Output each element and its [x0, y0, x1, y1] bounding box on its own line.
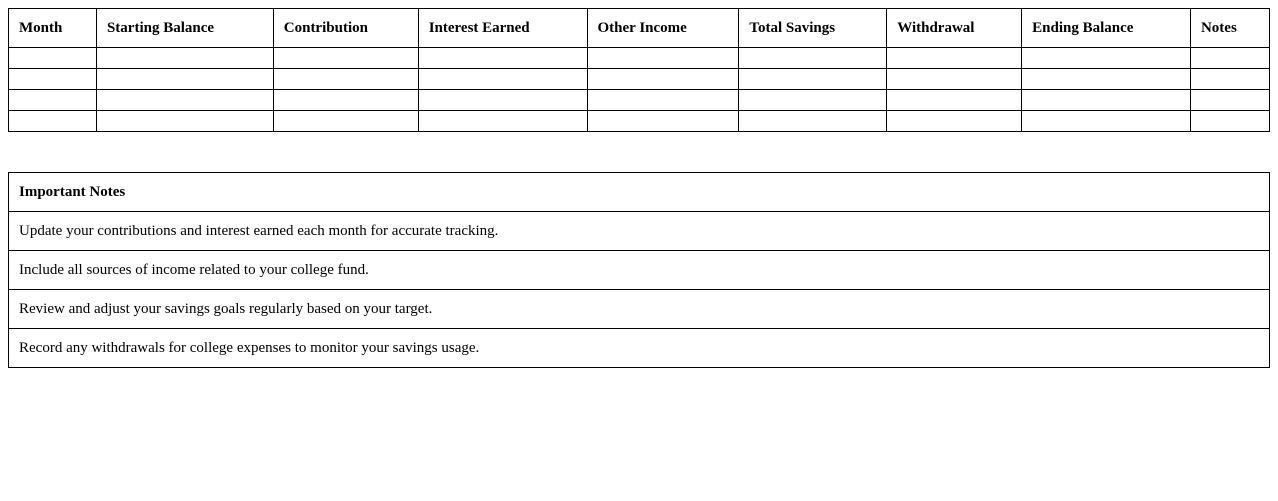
list-item: [9, 251, 1270, 290]
table-cell: [1190, 69, 1269, 90]
list-item: [9, 212, 1270, 251]
table-cell: [96, 48, 273, 69]
table-row: [9, 48, 1270, 69]
table-cell: [418, 48, 587, 69]
important-notes-table: [8, 172, 1270, 368]
table-cell: [587, 48, 739, 69]
column-header-contribution: Contribution: [273, 9, 418, 48]
table-cell: [273, 69, 418, 90]
header-row: [9, 9, 1270, 48]
table-cell: [739, 69, 887, 90]
table-cell: [587, 69, 739, 90]
table-cell: [418, 111, 587, 132]
table-cell: [96, 90, 273, 111]
table-cell: [1022, 90, 1191, 111]
note-text: Include all sources of income related to your college fund.: [9, 251, 1270, 290]
table-cell: [1022, 69, 1191, 90]
table-row: [9, 90, 1270, 111]
table-cell: [96, 111, 273, 132]
column-header-notes: Notes: [1190, 9, 1269, 48]
table-cell: [1190, 90, 1269, 111]
table-cell: [9, 69, 97, 90]
column-header-ending-balance: Ending Balance: [1022, 9, 1191, 48]
column-header-withdrawal: Withdrawal: [887, 9, 1022, 48]
table-row: [9, 111, 1270, 132]
table-cell: [587, 90, 739, 111]
table-cell: [739, 111, 887, 132]
table-cell: [273, 90, 418, 111]
column-header-other-income: Other Income: [587, 9, 739, 48]
table-cell: [1190, 48, 1269, 69]
column-header-starting-balance: Starting Balance: [96, 9, 273, 48]
table-cell: [96, 69, 273, 90]
note-text: Update your contributions and interest earned each month for accurate tracking.: [9, 212, 1270, 251]
list-item: [9, 329, 1270, 368]
table-cell: [273, 48, 418, 69]
table-cell: [887, 111, 1022, 132]
note-text: Record any withdrawals for college expenses to monitor your savings usage.: [9, 329, 1270, 368]
column-header-month: Month: [9, 9, 97, 48]
table-cell: [739, 48, 887, 69]
column-header-total-savings: Total Savings: [739, 9, 887, 48]
table-cell: [887, 48, 1022, 69]
table-cell: [1190, 111, 1269, 132]
notes-title: Important Notes: [9, 173, 1270, 212]
table-cell: [273, 111, 418, 132]
table-cell: [1022, 48, 1191, 69]
table-cell: [587, 111, 739, 132]
table-cell: [1022, 111, 1191, 132]
notes-header-row: [9, 173, 1270, 212]
table-cell: [418, 69, 587, 90]
table-cell: [887, 69, 1022, 90]
table-cell: [418, 90, 587, 111]
table-cell: [9, 111, 97, 132]
note-text: Review and adjust your savings goals regularly based on your target.: [9, 290, 1270, 329]
column-header-interest-earned: Interest Earned: [418, 9, 587, 48]
savings-ledger-table: [8, 8, 1270, 132]
table-row: [9, 69, 1270, 90]
table-cell: [9, 48, 97, 69]
table-cell: [739, 90, 887, 111]
list-item: [9, 290, 1270, 329]
table-cell: [887, 90, 1022, 111]
table-cell: [9, 90, 97, 111]
